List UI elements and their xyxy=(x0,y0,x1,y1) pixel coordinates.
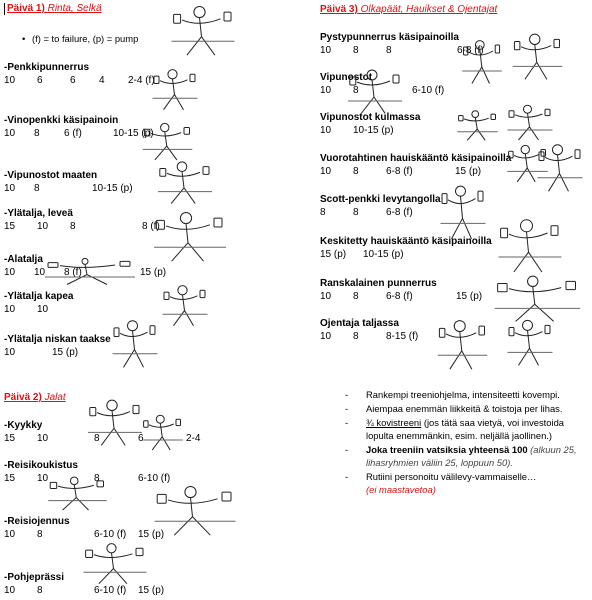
rep-value: 8 xyxy=(353,85,359,96)
rep-value: 6-10 (f) xyxy=(94,529,127,540)
rep-value: 10 xyxy=(37,433,49,444)
exercise-name: Vuorotahtinen hauiskääntö käsipainoilla xyxy=(320,153,512,164)
rep-value: 10 xyxy=(4,304,16,315)
note-item-continued: lihasryhmien väliin 25, loppuun 50). xyxy=(366,457,513,468)
exercise-name: Ranskalainen punnerrus xyxy=(320,278,437,289)
rep-value: 6 xyxy=(138,433,144,444)
exercise-name: -Penkkipunnerrus xyxy=(4,62,90,73)
exercise-name: -Ylätalja kapea xyxy=(4,291,74,302)
rep-value: 10 xyxy=(4,585,16,596)
rep-value: 8 xyxy=(37,585,43,596)
rep-value: 10 xyxy=(320,166,332,177)
day3-heading: Päivä 3) Olkapäät, Hauikset & Ojentajat xyxy=(320,4,498,15)
rep-value: 8 xyxy=(70,221,76,232)
lateral-raise-icon xyxy=(345,66,405,116)
exercise-name: -Pohjeprässi xyxy=(4,572,65,583)
dumbbell-press-icon xyxy=(140,120,195,162)
exercise-name: -Vinopenkki käsipainoin xyxy=(4,115,119,126)
squat-side-icon xyxy=(140,412,185,452)
bent-lateral-raise-icon xyxy=(455,108,500,142)
exercise-name: -Ylätalja niskan taakse xyxy=(4,334,111,345)
rep-value: 10 xyxy=(320,291,332,302)
rep-value: 10 xyxy=(4,75,16,86)
rep-value: 8-15 (f) xyxy=(386,331,419,342)
bent-raise-side-icon xyxy=(505,102,555,142)
rep-value: 8 (f) xyxy=(142,221,160,232)
leg-curl-icon xyxy=(45,474,110,512)
exercise-name: -Vipunostot maaten xyxy=(4,170,98,181)
rep-value: 15 xyxy=(4,221,16,232)
rep-value: 6-10 (f) xyxy=(138,473,171,484)
rep-value: 15 (p) xyxy=(52,347,79,358)
exercise-name: -Reisikoukistus xyxy=(4,460,78,471)
rep-value: 15 (p) xyxy=(140,267,167,278)
rep-value: 2-4 (f) xyxy=(128,75,155,86)
rep-value: 6-10 (f) xyxy=(94,585,127,596)
rep-value: 10-15 (p) xyxy=(363,249,404,260)
note-item-continued: lopulta enemmänkin, esim. neljällä jaollinen.) xyxy=(366,430,553,441)
rep-value: 15 (p) xyxy=(455,166,482,177)
rep-value: 15 xyxy=(4,473,16,484)
legend-note: • (f) = to failure, (p) = pump xyxy=(22,33,139,44)
reps-row xyxy=(4,75,244,87)
rep-value: 6 (f) xyxy=(64,128,82,139)
bench-press-icon xyxy=(168,2,238,58)
note-item: - Rankempi treeniohjelma, intensiteetti kovempi. xyxy=(345,389,560,400)
note-item: - Rutiini personoitu välilevy-vammaiselle… xyxy=(345,471,537,482)
rep-value: 10 xyxy=(4,347,16,358)
preacher-curl-icon xyxy=(438,180,488,242)
note-item: - Joka treeniin vatsiksia yhteensä 100 (alkuun 25, xyxy=(345,444,577,455)
rep-value: 15 xyxy=(4,433,16,444)
rep-value: 15 (p) xyxy=(138,585,165,596)
pushdown-side-icon xyxy=(505,316,555,368)
rep-value: 10 xyxy=(37,473,49,484)
lat-pulldown-icon xyxy=(150,208,230,264)
program-notes xyxy=(345,389,590,497)
rep-value: 8 xyxy=(94,473,100,484)
rep-value: 6-8 (f) xyxy=(386,291,413,302)
exercise-name: -Alatalja xyxy=(4,254,43,265)
rep-value: 8 xyxy=(94,433,100,444)
day2-heading: Päivä 2) Jalat xyxy=(4,392,66,403)
rep-value: 10 xyxy=(37,304,49,315)
rep-value: 8 xyxy=(353,45,359,56)
rep-value: 10 xyxy=(4,529,16,540)
close-grip-pulldown-icon xyxy=(160,282,210,328)
exercise-name: Ojentaja taljassa xyxy=(320,318,399,329)
rep-value: 10-15 (p) xyxy=(92,183,133,194)
rep-value: 10 xyxy=(34,267,46,278)
triceps-pushdown-icon xyxy=(435,316,490,372)
shoulder-press-side-icon xyxy=(510,30,565,82)
rep-value: 8 xyxy=(353,166,359,177)
incline-press-icon xyxy=(150,66,200,112)
rep-value: 8 xyxy=(37,529,43,540)
rep-value: 8 xyxy=(34,128,40,139)
rep-value: 10 xyxy=(320,85,332,96)
note-item: - Aiempaa enemmän liikkeitä & toistoja per lihas. xyxy=(345,403,563,414)
exercise-name: Pystypunnerrus käsipainoilla xyxy=(320,32,459,43)
rep-value: 10 xyxy=(37,221,49,232)
rep-value: 6-8 (f) xyxy=(457,45,484,56)
calf-press-icon xyxy=(80,540,150,586)
rep-value: 6 xyxy=(37,75,43,86)
rep-value: 6-8 (f) xyxy=(386,166,413,177)
curl-side-icon xyxy=(535,140,585,194)
rep-value: 10-15 (p) xyxy=(113,128,154,139)
rep-value: 8 (f) xyxy=(64,267,82,278)
exercise-name: -Kyykky xyxy=(4,420,43,431)
rep-value: 8 xyxy=(386,45,392,56)
rep-value: 8 xyxy=(353,331,359,342)
rep-value: 8 xyxy=(320,207,326,218)
rep-value: 10 xyxy=(320,45,332,56)
rep-value: 8 xyxy=(34,183,40,194)
rep-value: 10 xyxy=(4,183,16,194)
rep-value: 6-10 (f) xyxy=(412,85,445,96)
rep-value: 10 xyxy=(320,331,332,342)
rep-value: 10 xyxy=(320,125,332,136)
behind-neck-pulldown-icon xyxy=(110,316,160,370)
seated-row-icon xyxy=(40,256,140,286)
lying-fly-icon xyxy=(155,158,215,206)
rep-value: 15 (p) xyxy=(138,529,165,540)
exercise-name: Keskitetty hauiskääntö käsipainoilla xyxy=(320,236,492,247)
leg-extension-icon xyxy=(150,482,240,538)
exercise-name: -Reisiojennus xyxy=(4,516,70,527)
rep-value: 8 xyxy=(353,207,359,218)
exercise-name: Vipunostot xyxy=(320,72,373,83)
rep-value: 15 (p) xyxy=(456,291,483,302)
rep-value: 10-15 (p) xyxy=(353,125,394,136)
concentration-curl-icon xyxy=(495,215,565,275)
reps-row xyxy=(4,128,244,140)
shoulder-press-icon xyxy=(460,36,504,86)
exercise-name: -Ylätalja, leveä xyxy=(4,208,73,219)
rep-value: 6-8 (f) xyxy=(386,207,413,218)
day1-heading: Päivä 1) Rinta, Selkä xyxy=(7,3,102,14)
squat-icon xyxy=(85,396,145,448)
exercise-name: Scott-penkki levytangolla xyxy=(320,194,441,205)
rep-value: 4 xyxy=(99,75,105,86)
rep-value: 10 xyxy=(4,128,16,139)
rep-value: 2-4 xyxy=(186,433,201,444)
rep-value: 15 (p) xyxy=(320,249,347,260)
rep-value: 6 xyxy=(70,75,76,86)
note-item: - ¾ kovistreeni (jos tätä saa vietyä, voi investoida xyxy=(345,417,565,428)
exercise-name: Vipunostot kulmassa xyxy=(320,112,421,123)
rep-value: 8 xyxy=(353,291,359,302)
text-cursor xyxy=(4,3,5,15)
reps-row xyxy=(4,585,244,597)
note-item-continued: (ei maastavetoa) xyxy=(366,484,436,495)
rep-value: 10 xyxy=(4,267,16,278)
